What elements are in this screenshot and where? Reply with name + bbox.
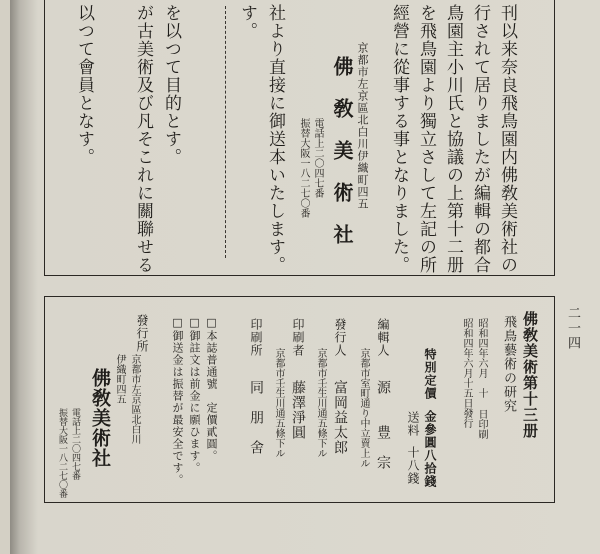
issuer-address-1: 京都市左京區北白川 [129, 354, 140, 444]
colophon-publisher-label: 發行人 [333, 318, 347, 357]
colophon-price-label: 特別定價 [423, 348, 437, 400]
colophon-printer-label: 印刷者 [291, 318, 305, 357]
colophon-printshop-address: 京都市壬生川通五條下ル [273, 348, 284, 458]
book-page [10, 0, 600, 554]
colophon-note-2: □御註文は前金に願ひます。 [188, 316, 201, 474]
colophon-postage-label: 送料 [406, 411, 420, 437]
issuer-name: 佛敎美術社 [89, 368, 111, 468]
issuer-furikae: 振替大阪一八二七〇番 [57, 408, 67, 498]
issuer-label: 發行所 [135, 314, 149, 353]
colophon-series-title: 佛敎美術第十三册 [521, 311, 539, 439]
colophon-subtitle: 飛鳥藝術の研究 [501, 315, 516, 413]
colophon-printshop-name: 同 朋 舍 [248, 380, 264, 455]
colophon-printer-name: 藤澤淨圓 [290, 380, 306, 440]
notice-divider [225, 6, 226, 258]
colophon-printer-address: 京都市壬生川通五條下ル [315, 348, 326, 458]
issuer-address-2: 伊織町四五 [114, 354, 125, 404]
colophon-date-issued: 昭和四年六月十五日發行 [461, 318, 472, 428]
colophon-publisher-address: 京都市室町通り中立賣上ル [358, 348, 369, 468]
notice-left-line-3: 以つて會員となす。 [74, 4, 94, 166]
notice-publisher-tel: 電話上二〇四七番 [312, 118, 323, 198]
notice-line-5: 經營に從事する事となりました。 [389, 4, 409, 274]
notice-publisher-address: 京都市左京區北白川伊織町四五 [356, 42, 369, 210]
notice-left-line-4: す。 [237, 4, 257, 40]
colophon-note-1: □本誌普通號 定價貳圓。 [205, 316, 218, 462]
colophon-note-3: □御送金は振替が最安全です。 [171, 316, 184, 486]
page-number: 二一四 [565, 306, 580, 351]
notice-line-1: 刊以来奈良飛鳥園内佛敎美術社の [497, 4, 517, 274]
notice-publisher-furikae: 振替大阪一八二七〇番 [298, 118, 309, 218]
notice-line-3: 鳥園主小川氏と協議の上第十二册 [443, 4, 463, 274]
notice-left-line-2: が古美術及び凡そこれに關聯せる [133, 4, 153, 274]
notice-line-2: 行されて居りましたが編輯の都合 [470, 4, 490, 274]
notice-publisher-name: 佛 敎 美 術 社 [330, 56, 354, 245]
notice-left-line-1: を以つて目的とす。 [161, 4, 181, 166]
colophon-publisher-name: 富岡益太郎 [332, 380, 348, 455]
colophon-printshop-label: 印刷所 [249, 318, 263, 357]
colophon-price-value: 金參圓八拾錢 [423, 410, 437, 488]
colophon-date-printed: 昭和四年六月 十 日印刷 [476, 318, 487, 439]
colophon-editor-label: 編輯人 [376, 318, 390, 357]
issuer-tel: 電話上二〇四七番 [70, 408, 80, 480]
colophon-postage-value: 十八錢 [406, 446, 420, 485]
colophon-editor-name: 源 豊 宗 [375, 380, 391, 470]
notice-line-4: を飛鳥園より獨立さして左記の所 [416, 4, 436, 274]
notice-tail-line: 社より直接に御送本いたします。 [265, 4, 285, 274]
